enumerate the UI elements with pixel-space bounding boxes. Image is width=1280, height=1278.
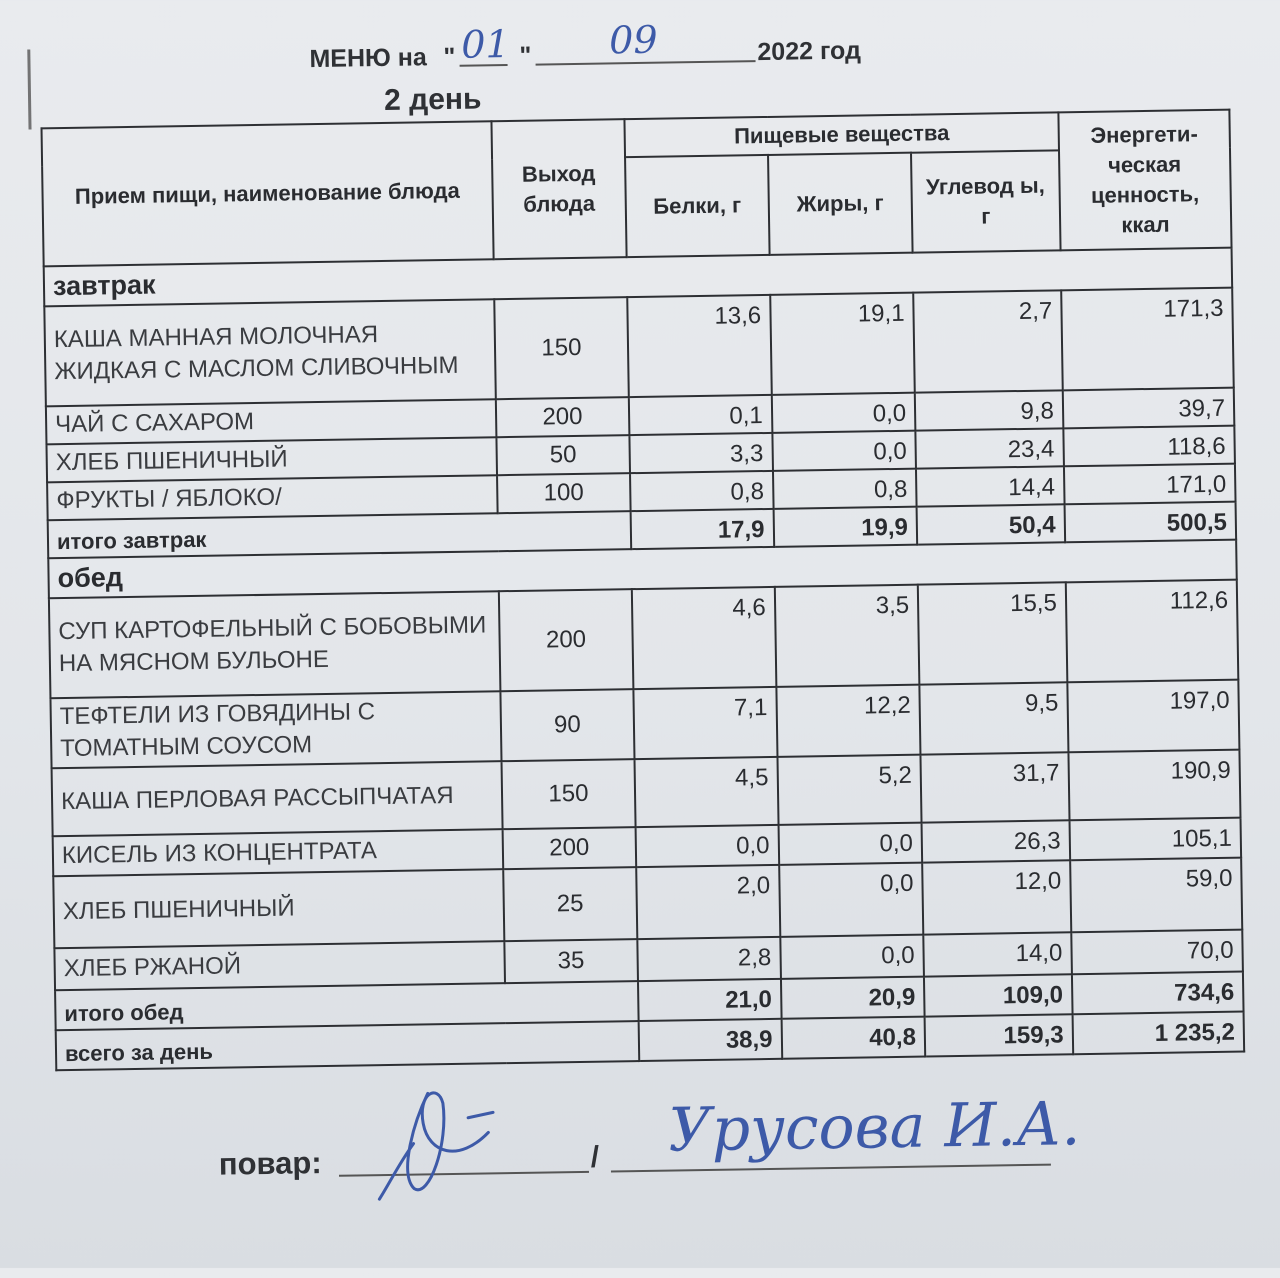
total-label: итого обед [55,981,639,1030]
total-energy: 500,5 [1064,502,1236,543]
dish-carbs: 9,8 [915,390,1063,430]
dish-output: 200 [502,827,636,869]
dish-output: 200 [495,397,629,437]
total-fat: 40,8 [781,1017,925,1059]
cook-label: повар: [218,1145,322,1182]
quote-open: " [443,42,456,72]
dish-fat: 12,2 [776,685,920,757]
year-label: 2022 год [757,36,862,67]
dish-output: 150 [494,297,629,399]
total-protein: 21,0 [638,979,781,1021]
col-carbs-header: Углевод ы, г [911,150,1060,252]
quote-close: " [519,41,532,70]
dish-carbs: 31,7 [920,752,1069,822]
dish-output: 90 [500,689,635,761]
dish-carbs: 26,3 [922,820,1070,862]
menu-table [41,109,1246,1072]
dish-carbs: 14,0 [923,932,1071,976]
handwritten-month: 09 [608,17,658,63]
dish-energy: 59,0 [1070,858,1242,933]
col-energy-header: Энергети- ческая ценность, ккал [1058,110,1231,251]
col-name-header: Прием пищи, наименование блюда [42,121,494,266]
handwritten-day: 01 [460,21,510,67]
table-row [49,580,1238,699]
dish-fat: 19,1 [770,293,915,395]
dish-protein: 2,8 [638,937,781,981]
dish-energy: 118,6 [1063,426,1235,467]
dish-energy: 190,9 [1068,750,1240,821]
dish-output: 200 [498,589,633,691]
dish-fat: 0,0 [771,393,915,433]
dish-fat: 5,2 [777,755,921,825]
dish-name: ХЛЕБ ПШЕНИЧНЫЙ [46,437,496,482]
col-output-header: Выход блюда [491,119,627,259]
section-title: обед [48,540,1236,599]
total-carbs: 159,3 [925,1014,1073,1056]
dish-energy: 105,1 [1069,818,1241,861]
total-label: итого завтрак [48,511,632,558]
table-row [44,288,1233,407]
col-fat-header: Жиры, г [768,153,913,255]
total-energy: 1 235,2 [1072,1012,1244,1055]
paper-edge-mark [27,50,31,130]
dish-carbs: 14,4 [916,466,1064,506]
total-protein: 17,9 [631,509,774,549]
dish-carbs: 23,4 [915,428,1063,468]
total-carbs: 50,4 [917,504,1065,544]
dish-fat: 0,0 [778,823,922,865]
dish-name: СУП КАРТОФЕЛЬНЫЙ С БОБОВЫМИ НА МЯСНОМ БУЛЬОНЕ [49,591,500,698]
dish-name: ХЛЕБ РЖАНОЙ [54,941,504,990]
dish-protein: 0,1 [629,395,772,435]
dish-name: КАША МАННАЯ МОЛОЧНАЯ ЖИДКАЯ С МАСЛОМ СЛИВОЧНЫМ [44,299,495,406]
menu-label: МЕНЮ на [309,43,427,74]
dish-energy: 197,0 [1067,680,1239,753]
signature-separator: / [590,1140,600,1174]
dish-name: ФРУКТЫ / ЯБЛОКО/ [47,475,497,520]
cook-signature-line [218,1089,1120,1207]
dish-output: 150 [501,759,636,829]
total-fat: 19,9 [773,507,917,547]
dish-energy: 70,0 [1071,930,1243,975]
col-nutrients-header: Пищевые вещества [625,112,1059,157]
dish-output: 25 [503,867,638,941]
dish-carbs: 15,5 [918,582,1067,684]
dish-protein: 3,3 [630,433,773,473]
total-carbs: 109,0 [924,974,1072,1016]
dish-protein: 0,8 [630,471,773,511]
dish-carbs: 12,0 [922,860,1071,934]
dish-protein: 2,0 [636,865,779,939]
dish-carbs: 9,5 [919,682,1068,754]
dish-protein: 4,5 [635,757,778,827]
dish-fat: 0,8 [773,469,917,509]
section-title: завтрак [44,248,1232,307]
dish-output: 35 [504,939,638,983]
dish-output: 100 [497,473,631,513]
day-number: 2 день [383,82,482,117]
dish-protein: 4,6 [632,587,776,689]
dish-protein: 7,1 [634,687,777,759]
dish-fat: 0,0 [780,935,924,979]
total-fat: 20,9 [781,977,925,1019]
dish-fat: 0,0 [772,431,916,471]
dish-energy: 171,3 [1061,288,1234,391]
dish-fat: 3,5 [774,585,919,687]
handwritten-name: Урусова И.А. [667,1089,1081,1166]
total-energy: 734,6 [1072,972,1244,1015]
dish-name: КАША ПЕРЛОВАЯ РАССЫПЧАТАЯ [52,761,503,836]
dish-name: ХЛЕБ ПШЕНИЧНЫЙ [53,869,504,948]
total-protein: 38,9 [639,1019,782,1061]
dish-output: 50 [496,435,630,475]
dish-name: ТЕФТЕЛИ ИЗ ГОВЯДИНЫ С ТОМАТНЫМ СОУСОМ [50,691,501,768]
menu-header [309,17,930,81]
total-label: всего за день [56,1021,640,1070]
dish-protein: 13,6 [628,295,772,397]
dish-energy: 112,6 [1066,580,1239,683]
dish-name: ЧАЙ С САХАРОМ [46,399,496,444]
dish-protein: 0,0 [636,825,779,867]
dish-name: КИСЕЛЬ ИЗ КОНЦЕНТРАТА [53,829,503,876]
dish-fat: 0,0 [779,863,924,937]
dish-carbs: 2,7 [913,290,1062,392]
dish-energy: 171,0 [1064,464,1236,505]
dish-energy: 39,7 [1062,388,1234,429]
col-protein-header: Белки, г [625,155,769,257]
